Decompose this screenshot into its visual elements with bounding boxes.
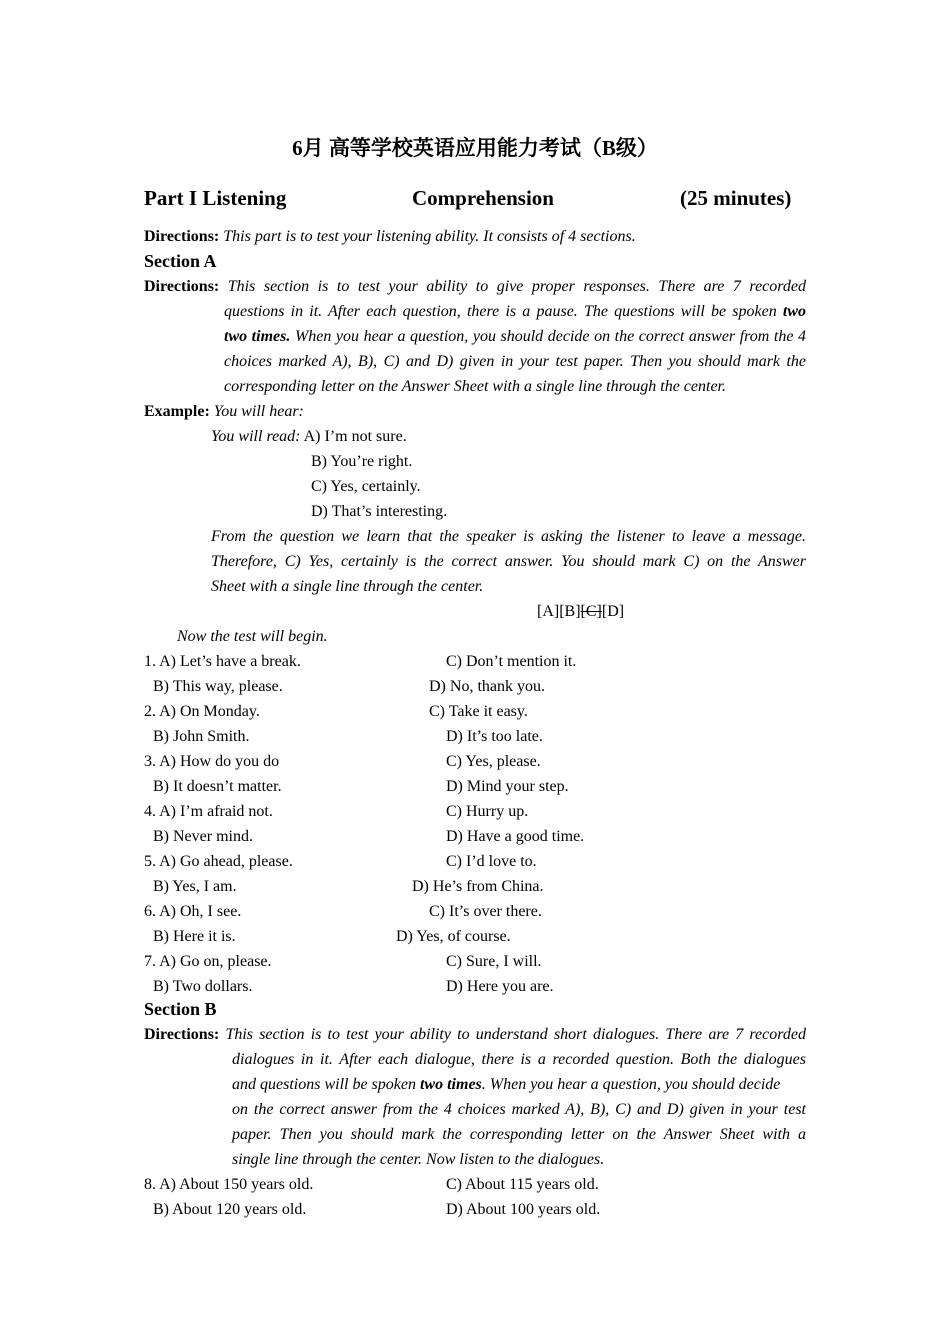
section-b-directions-line: on the correct answer from the 4 choices marked A), B), C) and D) given in your test [232, 1101, 806, 1118]
example-option: A) I’m not sure. [303, 428, 407, 445]
section-b-directions-line: dialogues in it. After each dialogue, there is a recorded question. Both the dialogues [232, 1051, 806, 1068]
section-a-directions-line: two times. When you hear a question, you should decide on the correct answer from the 4 [224, 328, 807, 345]
part-directions [144, 224, 636, 249]
question-option: D) It’s too late. [446, 728, 543, 745]
section-b-heading: Section B [144, 999, 217, 1019]
directions-label: Directions: [144, 278, 220, 295]
page-title: 6月 高等学校英语应用能力考试（B级） [292, 136, 658, 160]
question-option: 3. A) How do you do [144, 753, 280, 770]
section-a-heading: Section A [144, 251, 217, 271]
section-a-directions-line: choices marked A), B), C) and D) given in your test paper. Then you should mark the [224, 353, 806, 370]
example-option: D) That’s interesting. [311, 503, 448, 520]
question-option: C) I’d love to. [446, 853, 537, 870]
directions-label: Directions: [144, 228, 220, 245]
question-option: C) Don’t mention it. [446, 653, 577, 670]
emphasis-two-times: two times. [224, 328, 291, 345]
question-option: D) About 100 years old. [446, 1201, 601, 1218]
section-b-directions-line: Directions: This section is to test your ability to understand short dialogues. There are 7 recorded [144, 1026, 806, 1043]
question-option: 7. A) Go on, please. [144, 953, 272, 970]
question-option: B) Here it is. [153, 928, 236, 945]
question-option: 8. A) About 150 years old. [144, 1176, 314, 1193]
question-option: D) No, thank you. [429, 678, 545, 695]
question-option: D) Yes, of course. [396, 928, 511, 945]
directions-label: Directions: [144, 1026, 220, 1043]
question-option: B) John Smith. [153, 728, 250, 745]
question-option: B) Two dollars. [153, 978, 253, 995]
question-option: B) About 120 years old. [153, 1201, 307, 1218]
example-hear: You will hear: [213, 403, 304, 420]
answer-mark-example: [A][B][C][D] [537, 603, 625, 620]
question-option: D) Have a good time. [446, 828, 585, 845]
part-heading-a: Part I Listening [144, 186, 287, 210]
section-b-directions-line: and questions will be spoken two times. When you hear a question, you should decide [232, 1076, 781, 1093]
question-option: D) He’s from China. [412, 878, 544, 895]
directions-text: This part is to test your listening ability. It consists of 4 sections. [223, 228, 636, 245]
question-option: C) Sure, I will. [446, 953, 542, 970]
section-b-directions-line: single line through the center. Now listen to the dialogues. [232, 1151, 605, 1168]
question-option: 2. A) On Monday. [144, 703, 260, 720]
question-option: C) About 115 years old. [446, 1176, 599, 1193]
example-explanation-line: Therefore, C) Yes, certainly is the correct answer. You should mark C) on the Answer [211, 553, 806, 570]
example-option: C) Yes, certainly. [311, 478, 421, 495]
section-b-directions-line: paper. Then you should mark the corresponding letter on the Answer Sheet with a [232, 1126, 806, 1143]
emphasis-two: two [782, 303, 807, 320]
example-explanation-line: From the question we learn that the speaker is asking the listener to leave a message. [211, 528, 806, 545]
section-a-directions-line: corresponding letter on the Answer Sheet with a single line through the center. [224, 378, 727, 395]
example-read-row [211, 424, 407, 449]
question-option: 6. A) Oh, I see. [144, 903, 242, 920]
question-option: D) Here you are. [446, 978, 554, 995]
example-explanation-line: Sheet with a single line through the center. [211, 578, 484, 595]
question-option: B) It doesn’t matter. [153, 778, 282, 795]
question-option: B) This way, please. [153, 678, 283, 695]
marked-answer-c: [C] [580, 603, 602, 620]
example-read-label: You will read: [211, 428, 301, 445]
example-row [144, 399, 304, 424]
emphasis-two-times: two times [419, 1076, 482, 1093]
example-label: Example: [144, 403, 210, 420]
question-option: 5. A) Go ahead, please. [144, 853, 293, 870]
part-heading-b: Comprehension [412, 186, 554, 210]
question-option: C) Yes, please. [446, 753, 541, 770]
question-option: B) Never mind. [153, 828, 253, 845]
question-option: C) Take it easy. [429, 703, 528, 720]
question-option: C) It’s over there. [429, 903, 542, 920]
part-heading-time: (25 minutes) [680, 186, 792, 210]
question-option: 4. A) I’m afraid not. [144, 803, 273, 820]
question-option: B) Yes, I am. [153, 878, 237, 895]
test-begin-note: Now the test will begin. [177, 628, 328, 645]
section-a-directions-line: questions in it. After each question, there is a pause. The questions will be spoken two [224, 303, 807, 320]
section-a-directions-line: Directions: This section is to test your ability to give proper responses. There are 7 recorded [144, 278, 807, 295]
question-option: D) Mind your step. [446, 778, 569, 795]
question-option: 1. A) Let’s have a break. [144, 653, 301, 670]
question-option: C) Hurry up. [446, 803, 529, 820]
example-option: B) You’re right. [311, 453, 413, 470]
